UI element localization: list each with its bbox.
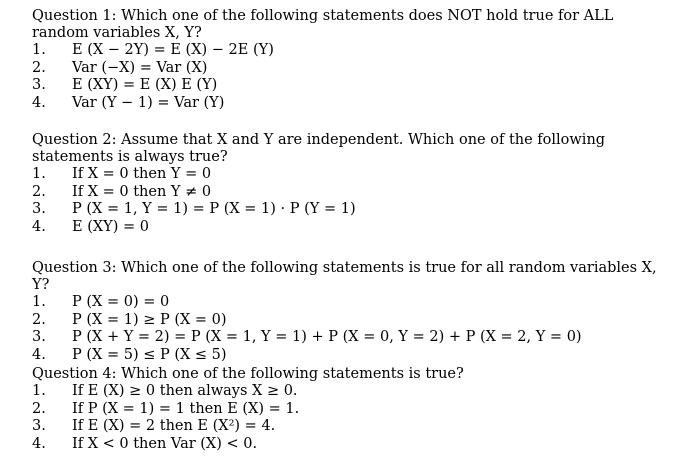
- option-number: 2.: [32, 311, 46, 328]
- option-item: [32, 401, 667, 419]
- question-1-prompt: Question 1: Which one of the following statements does NOT hold true for ALL random variables X, Y?: [32, 8, 614, 41]
- question-2: [32, 132, 667, 236]
- option-item: [32, 95, 667, 113]
- option-number: 3.: [32, 418, 46, 434]
- option-number: 1.: [32, 166, 46, 182]
- option-item: [32, 77, 667, 95]
- option-item: [32, 436, 667, 454]
- option-text: If X < 0 then Var (X) < 0.: [72, 435, 258, 452]
- option-text: If X = 0 then Y ≠ 0: [72, 183, 212, 200]
- option-item: [32, 166, 667, 184]
- option-item: [32, 418, 667, 436]
- option-number: 4.: [32, 94, 46, 111]
- option-text: P (X + Y = 2) = P (X = 1, Y = 1) + P (X = 0, Y = 2) + P (X = 2, Y = 0): [72, 329, 582, 345]
- option-number: 4.: [32, 346, 46, 363]
- option-text: P (X = 1) ≥ P (X = 0): [72, 311, 227, 328]
- option-number: 2.: [32, 400, 46, 417]
- option-text: Var (−X) = Var (X): [72, 59, 208, 76]
- option-text: Var (Y − 1) = Var (Y): [72, 94, 225, 111]
- option-text: P (X = 0) = 0: [72, 294, 170, 310]
- option-text: P (X = 5) ≤ P (X ≤ 5): [72, 346, 227, 363]
- option-number: 2.: [32, 183, 46, 200]
- option-item: [32, 60, 667, 78]
- option-number: 1.: [32, 383, 46, 399]
- option-text: If E (X) = 2 then E (X²) = 4.: [72, 418, 276, 434]
- option-text: If E (X) ≥ 0 then always X ≥ 0.: [72, 383, 298, 399]
- option-item: [32, 294, 667, 312]
- option-text: E (XY) = E (X) E (Y): [72, 77, 218, 93]
- option-item: [32, 219, 667, 237]
- question-1: [32, 8, 667, 112]
- option-text: P (X = 1, Y = 1) = P (X = 1) · P (Y = 1): [72, 201, 356, 217]
- option-number: 1.: [32, 294, 46, 310]
- option-item: [32, 42, 667, 60]
- question-4-options: [32, 383, 667, 453]
- option-number: 1.: [32, 42, 46, 58]
- option-item: [32, 184, 667, 202]
- option-text: If P (X = 1) = 1 then E (X) = 1.: [72, 400, 300, 417]
- option-number: 4.: [32, 435, 46, 452]
- question-1-options: [32, 42, 667, 112]
- question-2-prompt: Question 2: Assume that X and Y are independent. Which one of the following statements is always true?: [32, 132, 606, 165]
- option-number: 2.: [32, 59, 46, 76]
- question-3-prompt: Question 3: Which one of the following statements is true for all random variables X, Y?: [32, 260, 657, 293]
- option-number: 3.: [32, 329, 46, 345]
- option-number: 4.: [32, 218, 46, 235]
- option-text: E (X − 2Y) = E (X) − 2E (Y): [72, 42, 274, 58]
- question-3-options: [32, 294, 667, 364]
- option-text: E (XY) = 0: [72, 218, 149, 235]
- option-item: [32, 383, 667, 401]
- question-2-options: [32, 166, 667, 236]
- option-item: [32, 201, 667, 219]
- option-item: [32, 312, 667, 330]
- option-item: [32, 347, 667, 365]
- option-number: 3.: [32, 201, 46, 217]
- question-4: [32, 366, 667, 453]
- question-4-prompt: Question 4: Which one of the following statements is true?: [32, 366, 464, 382]
- option-item: [32, 329, 667, 347]
- question-3: [32, 260, 667, 364]
- option-text: If X = 0 then Y = 0: [72, 166, 212, 182]
- option-number: 3.: [32, 77, 46, 93]
